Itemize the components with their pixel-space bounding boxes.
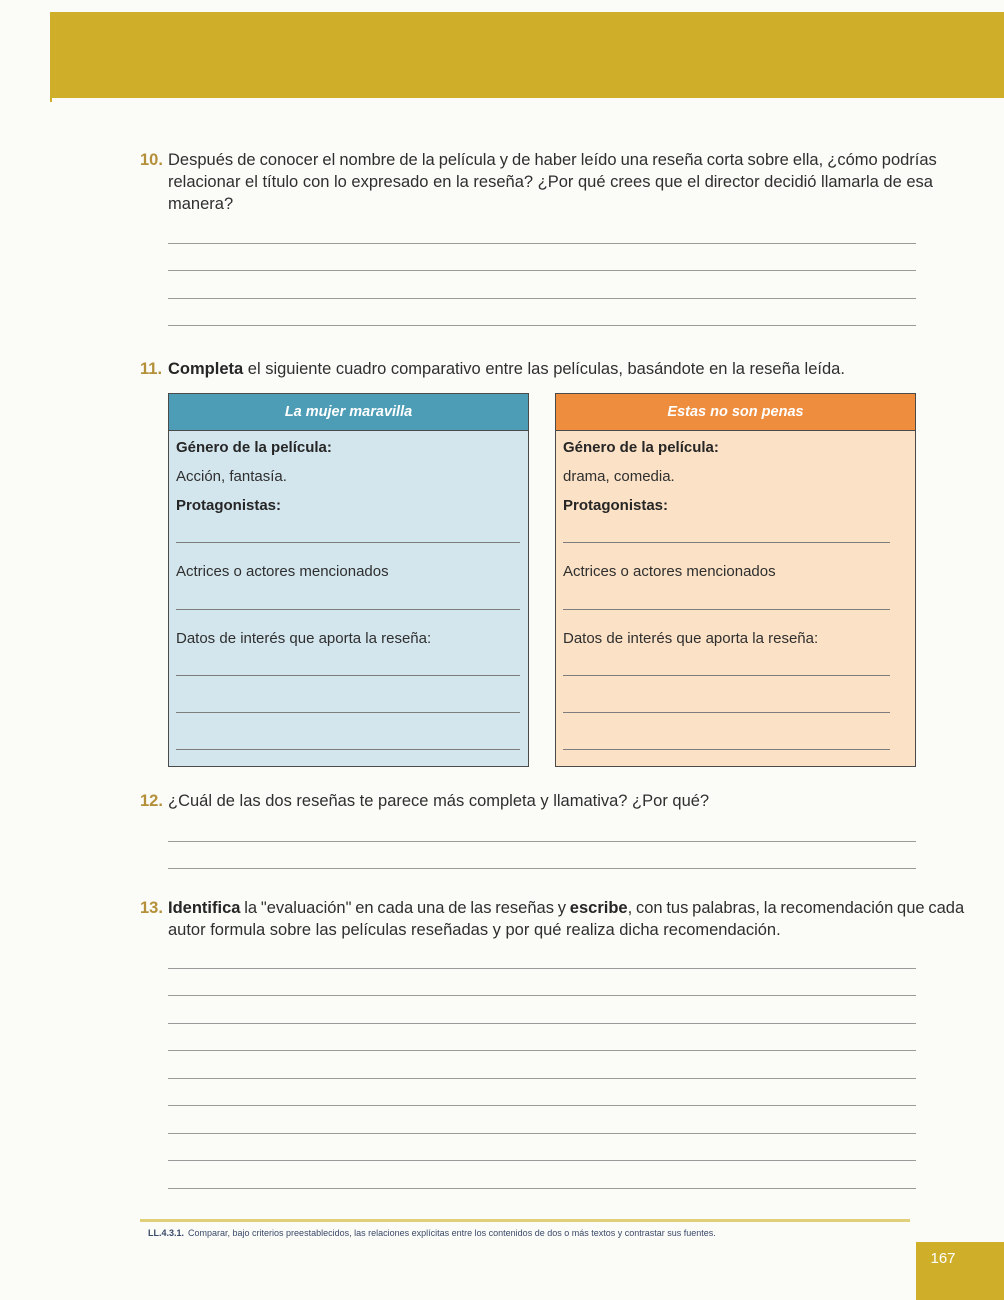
criterion-code: LL.4.3.1. (148, 1228, 185, 1238)
movie-title: Estas no son penas (556, 394, 915, 431)
answer-line[interactable] (168, 271, 916, 299)
data-label: Datos de interés que aporta la reseña: (176, 630, 432, 647)
movie-title: La mujer maravilla (169, 394, 528, 431)
genre-label: Género de la película: (176, 439, 332, 456)
question-text: relacionar el título con lo expresado en la reseña? ¿Por qué crees que el director decidió llamarla de esa (168, 173, 933, 191)
answer-line[interactable] (168, 814, 916, 842)
answer-line[interactable] (176, 609, 520, 610)
question-number: 13. (140, 899, 163, 917)
answer-line[interactable] (176, 675, 520, 676)
question-12 (140, 790, 709, 812)
question-text: Después de conocer el nombre de la película y de haber leído una reseña corta sobre ella, ¿cómo podrías (168, 151, 937, 169)
comparison-box-left (168, 393, 529, 767)
answer-line[interactable] (168, 842, 916, 870)
header-band (52, 12, 1004, 98)
answer-line[interactable] (176, 749, 520, 750)
question-number: 10. (140, 151, 163, 169)
answer-line[interactable] (563, 675, 890, 676)
question-11 (140, 358, 845, 380)
answer-line[interactable] (168, 941, 916, 969)
question-13 (140, 897, 964, 941)
answer-line[interactable] (563, 542, 890, 543)
question-text: el siguiente cuadro comparativo entre las películas, basándote en la reseña leída. (243, 360, 845, 378)
genre-label: Género de la película: (563, 439, 719, 456)
page-number: 167 (930, 1250, 956, 1267)
question-text: autor formula sobre las películas reseñadas y por qué realiza dicha recomendación. (168, 921, 781, 939)
answer-line[interactable] (176, 712, 520, 713)
answer-line[interactable] (168, 1051, 916, 1079)
header-band-edge (50, 12, 52, 102)
instruction-verb: Identifica (168, 899, 241, 917)
answer-lines-12 (168, 814, 916, 869)
question-text: ¿Cuál de las dos reseñas te parece más completa y llamativa? ¿Por qué? (168, 792, 710, 810)
answer-line[interactable] (176, 542, 520, 543)
answer-line[interactable] (168, 1024, 916, 1052)
answer-line[interactable] (168, 1161, 916, 1189)
answer-line[interactable] (168, 244, 916, 272)
answer-line[interactable] (563, 609, 890, 610)
answer-lines-13 (168, 941, 916, 1189)
question-10 (140, 149, 937, 215)
answer-line[interactable] (168, 1134, 916, 1162)
question-text: la "evaluación" en cada una de las reseñas y (240, 899, 570, 917)
answer-lines-10 (168, 216, 916, 326)
actors-label: Actrices o actores mencionados (563, 563, 776, 580)
answer-line[interactable] (168, 299, 916, 327)
answer-line[interactable] (563, 749, 890, 750)
answer-line[interactable] (168, 216, 916, 244)
genre-value: drama, comedia. (563, 468, 675, 485)
page-number-tab (916, 1242, 1004, 1300)
protagonists-label: Protagonistas: (563, 497, 669, 514)
answer-line[interactable] (563, 712, 890, 713)
answer-line[interactable] (168, 996, 916, 1024)
question-text: manera? (168, 195, 234, 213)
instruction-verb: escribe (569, 899, 628, 917)
answer-line[interactable] (168, 969, 916, 997)
question-text: , con tus palabras, la recomendación que cada (627, 899, 965, 917)
comparison-box-right (555, 393, 916, 767)
question-number: 12. (140, 792, 163, 810)
question-number: 11. (140, 360, 163, 378)
instruction-verb: Completa (168, 360, 244, 378)
genre-value: Acción, fantasía. (176, 468, 287, 485)
actors-label: Actrices o actores mencionados (176, 563, 389, 580)
criterion-text: Comparar, bajo criterios preestablecidos, las relaciones explícitas entre los contenidos de dos o más textos y contrastar sus fuentes. (188, 1228, 716, 1238)
answer-line[interactable] (168, 1079, 916, 1107)
protagonists-label: Protagonistas: (176, 497, 282, 514)
footer-rule (140, 1219, 910, 1222)
answer-line[interactable] (168, 1106, 916, 1134)
data-label: Datos de interés que aporta la reseña: (563, 630, 819, 647)
footer-criterion (148, 1228, 716, 1238)
